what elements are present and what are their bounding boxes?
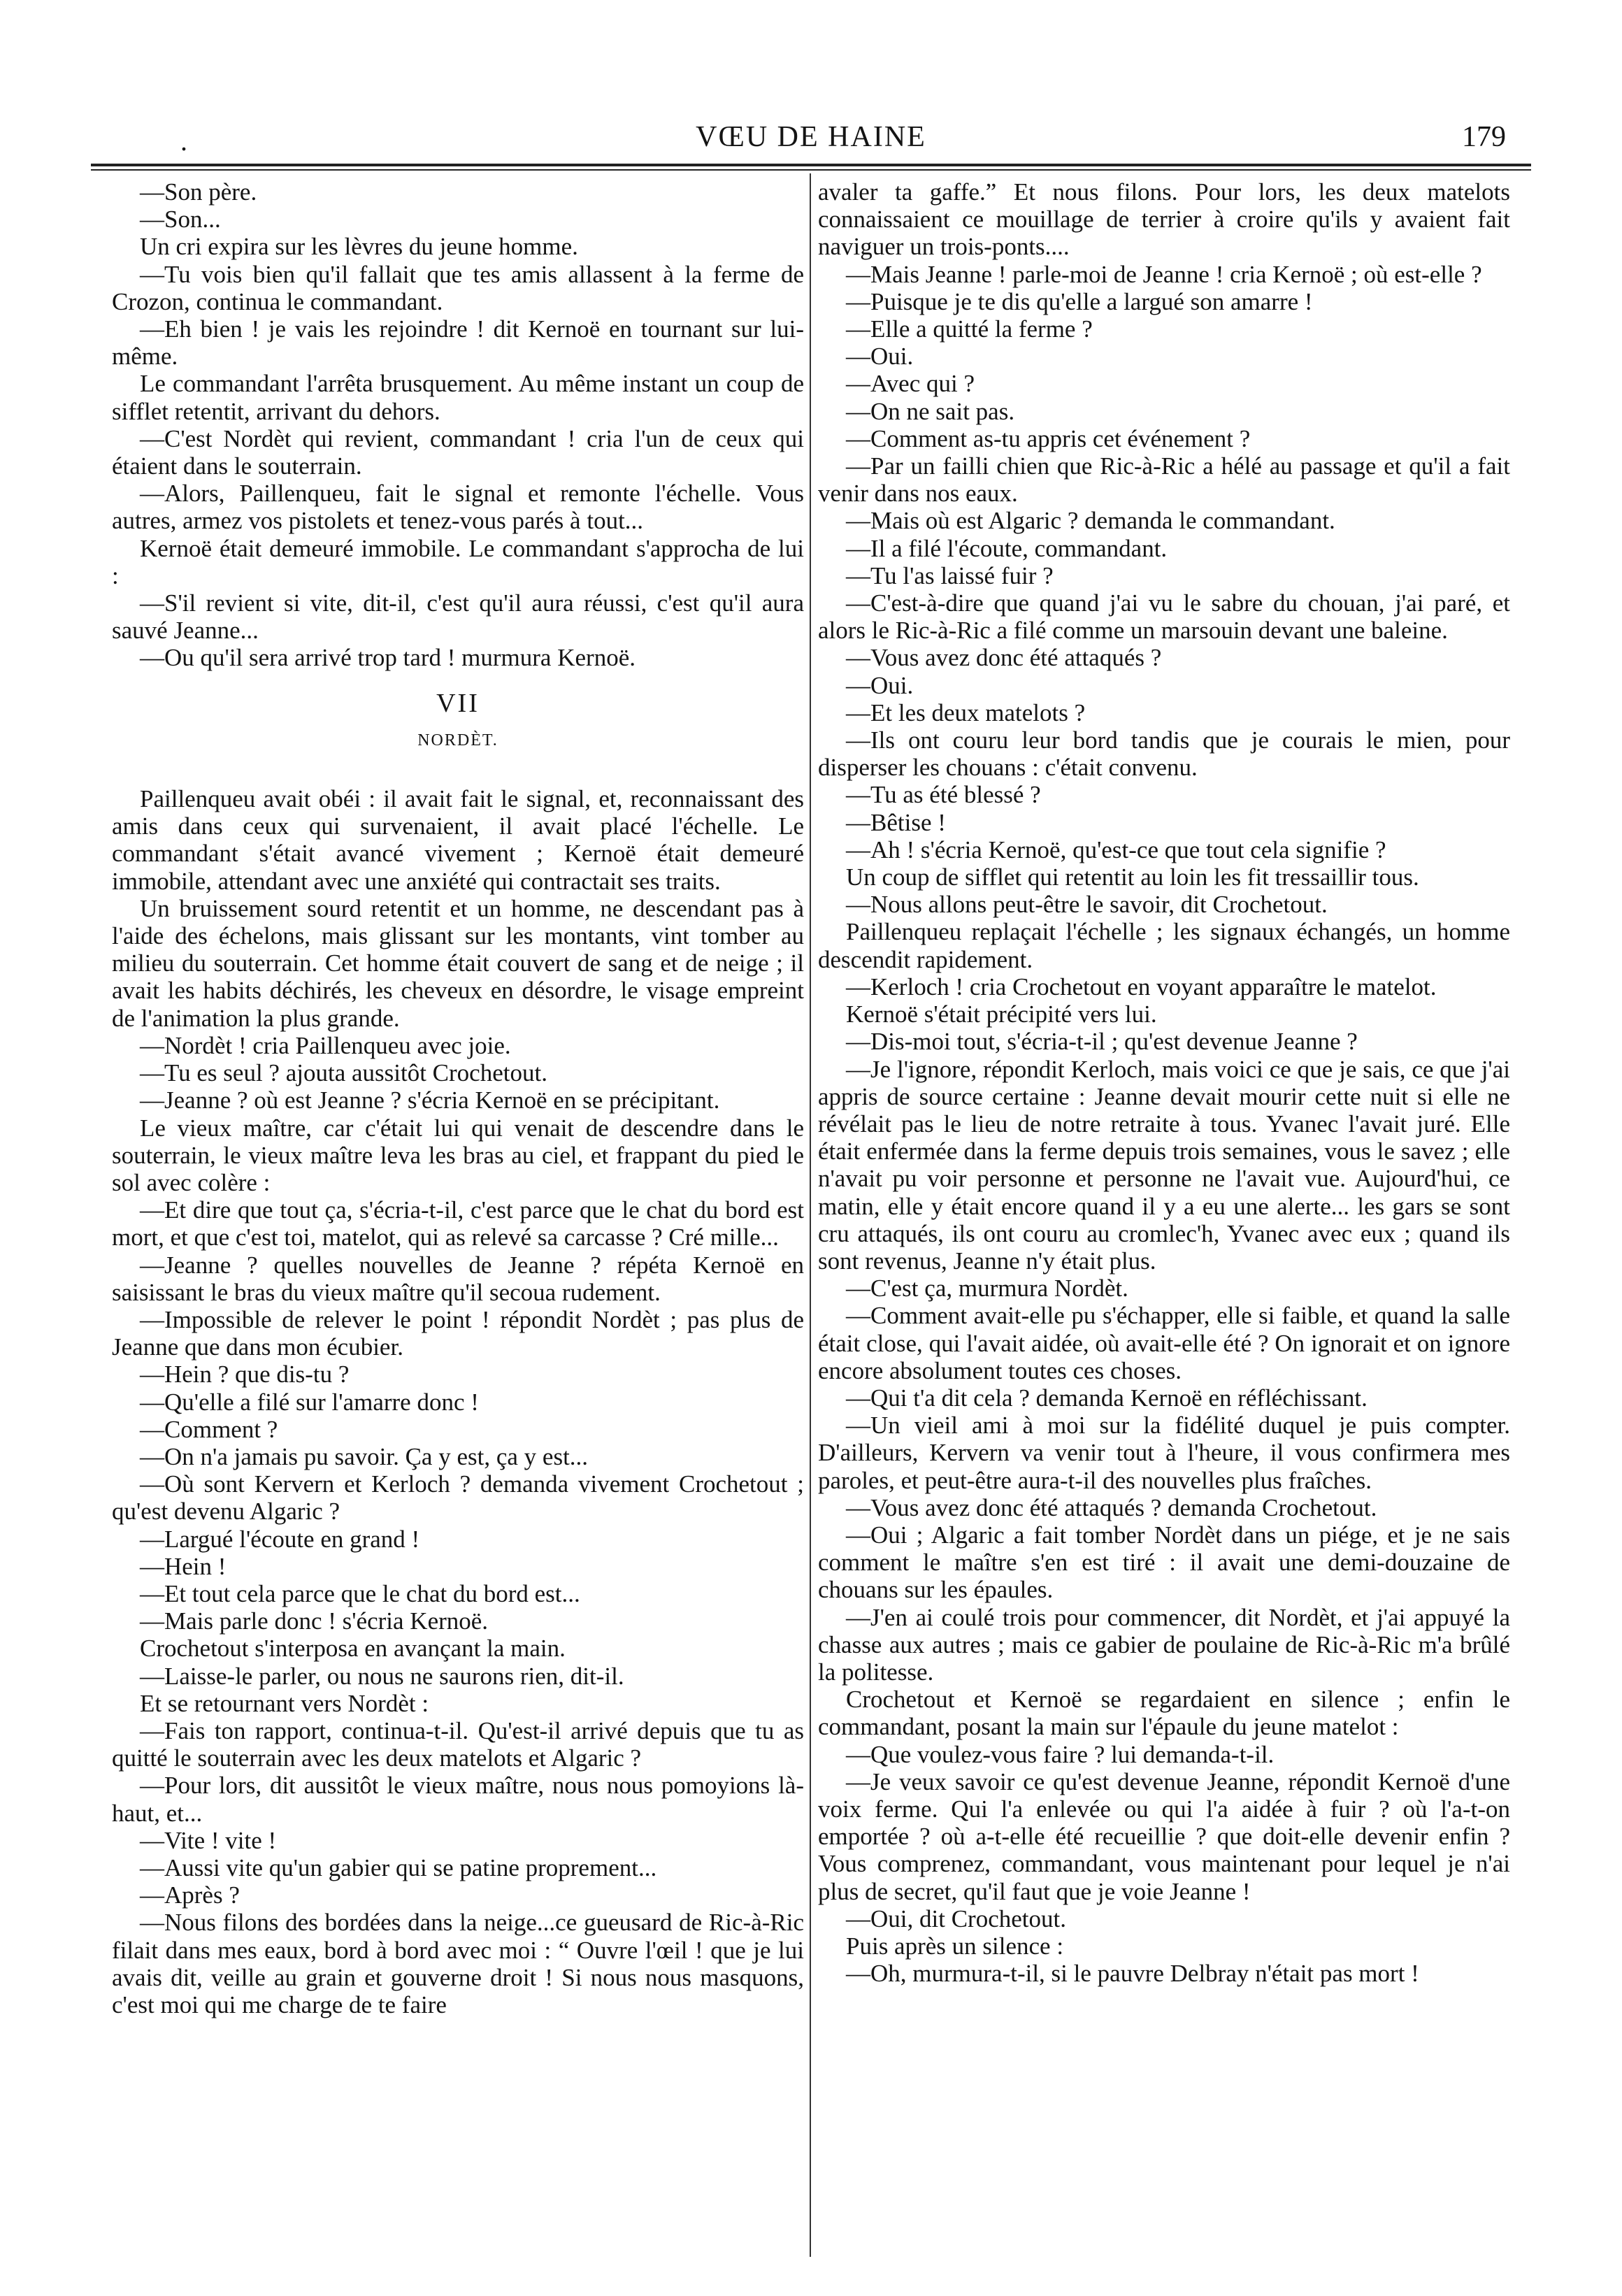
paragraph: —Je veux savoir ce qu'est devenue Jeanne, répondit Kernoë d'une voix ferme. Qui l'a enlevée ou qui l'a aidée à fuir ? où l'a-t-on emportée ? où a-t-elle été recueillie ? que doit-elle devenir enfin ? Vous comprenez, commandant, vous maintenant pour lequel je n'ai plus de secret, qu'il faut que je voie Jeanne ! xyxy=(818,1767,1510,1905)
paragraph: —Vous avez donc été attaqués ? demanda Crochetout. xyxy=(846,1493,1377,1521)
paragraph: —Vous avez donc été attaqués ? xyxy=(846,644,1162,672)
paragraph: —Hein ? que dis-tu ? xyxy=(140,1361,350,1389)
paragraph: —Je l'ignore, répondit Kerloch, mais voici ce que je sais, ce que j'ai appris de source certaine : Jeanne devait mourir cette nuit si elle ne révélait pas le lieu de notre retraite à tous. Yvanec l'avait juré. Elle était enfermée dans la ferme depuis trois semaines, vous le savez ; elle n'avait pu voir personne et personne ne l'avait vue. Aujourd'hui, ce matin, elle y était encore quand il y a eu une alerte... les gars se sont cru attaqués, ils ont couru au cromlec'h, Yvanec avec eux ; quand ils sont revenus, Jeanne n'y était plus. xyxy=(818,1055,1510,1275)
right-column xyxy=(818,178,1510,2265)
paragraph: —Tu l'as laissé fuir ? xyxy=(846,561,1054,589)
paragraph: —Impossible de relever le point ! répondit Nordèt ; pas plus de Jeanne que dans mon écubier. xyxy=(112,1305,804,1361)
paragraph: —Fais ton rapport, continua-t-il. Qu'est-il arrivé depuis que tu as quitté le souterrain avec les deux matelots et Algaric ? xyxy=(112,1716,804,1772)
right-paragraphs xyxy=(818,178,1510,1987)
paragraph: —Comment avait-elle pu s'échapper, elle si faible, et quand la salle était close, qui l'avait aidée, où avait-elle été ? On ignorait et on ignore encore absolument toutes ces choses. xyxy=(818,1302,1510,1384)
paragraph: —Tu as été blessé ? xyxy=(846,781,1041,809)
paragraph: —Après ? xyxy=(140,1881,240,1909)
paragraph: —Son... xyxy=(140,206,221,234)
paragraph: —Vite ! vite ! xyxy=(140,1826,277,1854)
paragraph: —Aussi vite qu'un gabier qui se patine proprement... xyxy=(140,1853,657,1881)
paragraph: —Jeanne ? quelles nouvelles de Jeanne ? répéta Kernoë en saisissant le bras du vieux maître qu'il secoua rudement. xyxy=(112,1251,804,1306)
paragraph: —J'en ai coulé trois pour commencer, dit Nordèt, et j'ai appuyé la chasse aux autres ; mais ce gabier de poulaine de Ric-à-Ric m'a brûlé la politesse. xyxy=(818,1603,1510,1686)
paragraph: —Pour lors, dit aussitôt le vieux maître, nous nous pomoyions là-haut, et... xyxy=(112,1772,804,1827)
paragraph: —On ne sait pas. xyxy=(846,397,1015,425)
paragraph: —Laisse-le parler, ou nous ne saurons rien, dit-il. xyxy=(140,1662,624,1690)
paragraph: —S'il revient si vite, dit-il, c'est qu'il aura réussi, c'est qu'il aura sauvé Jeanne... xyxy=(112,589,804,645)
paragraph: —Alors, Paillenqueu, fait le signal et remonte l'échelle. Vous autres, armez vos pistolets et tenez-vous parés à tout... xyxy=(112,480,804,535)
paragraph: —Tu vois bien qu'il fallait que tes amis allassent à la ferme de Crozon, continua le commandant. xyxy=(112,260,804,315)
paragraph: Un cri expira sur les lèvres du jeune homme. xyxy=(140,233,578,261)
paragraph: —Mais Jeanne ! parle-moi de Jeanne ! cria Kernoë ; où est-elle ? xyxy=(846,260,1482,288)
paragraph: —Elle a quitté la ferme ? xyxy=(846,315,1093,343)
paragraph: —C'est Nordèt qui revient, commandant ! cria l'un de ceux qui étaient dans le souterrain. xyxy=(112,424,804,480)
paragraph: Crochetout et Kernoë se regardaient en silence ; enfin le commandant, posant la main sur l'épaule du jeune matelot : xyxy=(818,1686,1510,1741)
paragraph: —Kerloch ! cria Crochetout en voyant apparaître le matelot. xyxy=(846,973,1437,1000)
paragraph: Un bruissement sourd retentit et un homme, ne descendant pas à l'aide des échelons, mais glissant sur les montants, vint tomber au milieu du souterrain. Cet homme était couvert de sang et de neige ; il avait les habits déchirés, les cheveux en désordre, le visage empreint de l'animation la plus grande. xyxy=(112,894,804,1032)
paragraph: —On n'a jamais pu savoir. Ça y est, ça y est... xyxy=(140,1442,589,1470)
page-number: 179 xyxy=(1462,121,1506,153)
paragraph: —Oui ; Algaric a fait tomber Nordèt dans un piége, et je ne sais comment le maître s'en est tiré : il avait une demi-douzaine de chouans sur les épaules. xyxy=(818,1521,1510,1604)
paragraph: —Oui. xyxy=(846,671,914,699)
left-paragraphs-after xyxy=(112,785,804,2018)
paragraph: avaler ta gaffe.” Et nous filons. Pour lors, les deux matelots connaissaient ce mouillage de terrier à croire qu'ils y avaient fait naviguer un trois-ponts.... xyxy=(818,178,1510,261)
paragraph: Crochetout s'interposa en avançant la main. xyxy=(140,1635,566,1663)
paragraph: —Nous allons peut-être le savoir, dit Crochetout. xyxy=(846,891,1328,919)
paragraph: —Par un failli chien que Ric-à-Ric a hélé au passage et qu'il a fait venir dans nos eaux. xyxy=(818,452,1510,508)
page-header xyxy=(91,117,1531,159)
paragraph: Et se retournant vers Nordèt : xyxy=(140,1689,429,1717)
paragraph: Le vieux maître, car c'était lui qui venait de descendre dans le souterrain, le vieux maître leva les bras au ciel, et frappant du pied le sol avec colère : xyxy=(112,1114,804,1196)
paragraph: —Un vieil ami à moi sur la fidélité duquel je puis compter. D'ailleurs, Kervern va venir tout à l'heure, il vous confirmera mes paroles, et peut-être aura-t-il des nouvelles plus fraîches. xyxy=(818,1412,1510,1494)
paragraph: —Comment ? xyxy=(140,1415,278,1443)
header-rule-thin xyxy=(91,169,1531,171)
paragraph: —Son père. xyxy=(140,178,257,206)
chapter-title: NORDÈT. xyxy=(417,731,498,749)
paragraph: —Ils ont couru leur bord tandis que je courais le mien, pour disperser les chouans : c'était convenu. xyxy=(818,726,1510,782)
paragraph: —Et dire que tout ça, s'écria-t-il, c'est parce que le chat du bord est mort, et que c'est toi, matelot, qui as relevé sa carcasse ? Cré mille... xyxy=(112,1196,804,1251)
paragraph: —Mais où est Algaric ? demanda le commandant. xyxy=(846,507,1335,535)
paragraph: Un coup de sifflet qui retentit au loin les fit tressaillir tous. xyxy=(846,863,1419,891)
paragraph: Kernoë s'était précipité vers lui. xyxy=(846,1000,1157,1028)
left-column xyxy=(112,178,804,2265)
paragraph: —Dis-moi tout, s'écria-t-il ; qu'est devenue Jeanne ? xyxy=(846,1028,1358,1056)
paragraph: —Mais parle donc ! s'écria Kernoë. xyxy=(140,1607,489,1635)
paragraph: —Avec qui ? xyxy=(846,370,975,398)
paragraph: Le commandant l'arrêta brusquement. Au même instant un coup de sifflet retentit, arrivant du dehors. xyxy=(112,370,804,425)
paragraph: Paillenqueu replaçait l'échelle ; les signaux échangés, un homme descendit rapidement. xyxy=(818,918,1510,973)
paragraph: —Oui, dit Crochetout. xyxy=(846,1904,1066,1932)
paragraph: —Ou qu'il sera arrivé trop tard ! murmura Kernoë. xyxy=(140,644,636,672)
header-dot: . xyxy=(180,125,187,157)
paragraph: —Nordèt ! cria Paillenqueu avec joie. xyxy=(140,1031,511,1059)
paragraph: —C'est ça, murmura Nordèt. xyxy=(846,1275,1128,1303)
column-divider xyxy=(810,173,811,2257)
running-title: VŒU DE HAINE xyxy=(696,121,926,153)
left-paragraphs-before xyxy=(112,178,804,672)
paragraph: —Hein ! xyxy=(140,1552,227,1580)
paragraph: —Largué l'écoute en grand ! xyxy=(140,1525,420,1553)
paragraph: —Qui t'a dit cela ? demanda Kernoë en réfléchissant. xyxy=(846,1384,1368,1412)
paragraph: —Bêtise ! xyxy=(846,808,946,836)
paragraph: —Oui. xyxy=(846,343,914,371)
paragraph: —Et les deux matelots ? xyxy=(846,698,1086,726)
paragraph: —C'est-à-dire que quand j'ai vu le sabre du chouan, j'ai paré, et alors le Ric-à-Ric a filé comme un marsouin devant une baleine. xyxy=(818,589,1510,645)
paragraph: —Et tout cela parce que le chat du bord est... xyxy=(140,1579,580,1607)
header-rule-thick xyxy=(91,164,1531,166)
paragraph: —Que voulez-vous faire ? lui demanda-t-il. xyxy=(846,1740,1275,1768)
paragraph: —Oh, murmura-t-il, si le pauvre Delbray n'était pas mort ! xyxy=(846,1960,1419,1988)
paragraph: —Qu'elle a filé sur l'amarre donc ! xyxy=(140,1388,479,1416)
paragraph: Puis après un silence : xyxy=(846,1932,1064,1960)
paragraph: Kernoë était demeuré immobile. Le commandant s'approcha de lui : xyxy=(112,534,804,589)
paragraph: —Ah ! s'écria Kernoë, qu'est-ce que tout cela signifie ? xyxy=(846,835,1386,863)
paragraph: —Jeanne ? où est Jeanne ? s'écria Kernoë en se précipitant. xyxy=(140,1086,720,1114)
paragraph: —Tu es seul ? ajouta aussitôt Crochetout. xyxy=(140,1059,547,1087)
paragraph: —Eh bien ! je vais les rejoindre ! dit Kernoë en tournant sur lui-même. xyxy=(112,315,804,371)
paragraph: —Nous filons des bordées dans la neige...ce gueusard de Ric-à-Ric filait dans mes eaux, bord à bord avec moi : “ Ouvre l'œil ! que je lui avais dit, veille au grain et gouverne droit ! Si nous nous masquons, c'est moi qui me charge de te faire xyxy=(112,1909,804,2018)
chapter-number: VII xyxy=(436,688,480,718)
paragraph: —Puisque je te dis qu'elle a largué son amarre ! xyxy=(846,287,1313,315)
paragraph: Paillenqueu avait obéi : il avait fait le signal, et, reconnaissant des amis dans ceux qui survenaient, il avait placé l'échelle. Le commandant s'était avancé vivement ; Kernoë était demeuré immobile, attendant avec une anxiété qui contractait ses traits. xyxy=(112,785,804,895)
paragraph: —Où sont Kervern et Kerloch ? demanda vivement Crochetout ; qu'est devenu Algaric ? xyxy=(112,1470,804,1526)
paragraph: —Comment as-tu appris cet événement ? xyxy=(846,424,1251,452)
paragraph: —Il a filé l'écoute, commandant. xyxy=(846,534,1168,562)
